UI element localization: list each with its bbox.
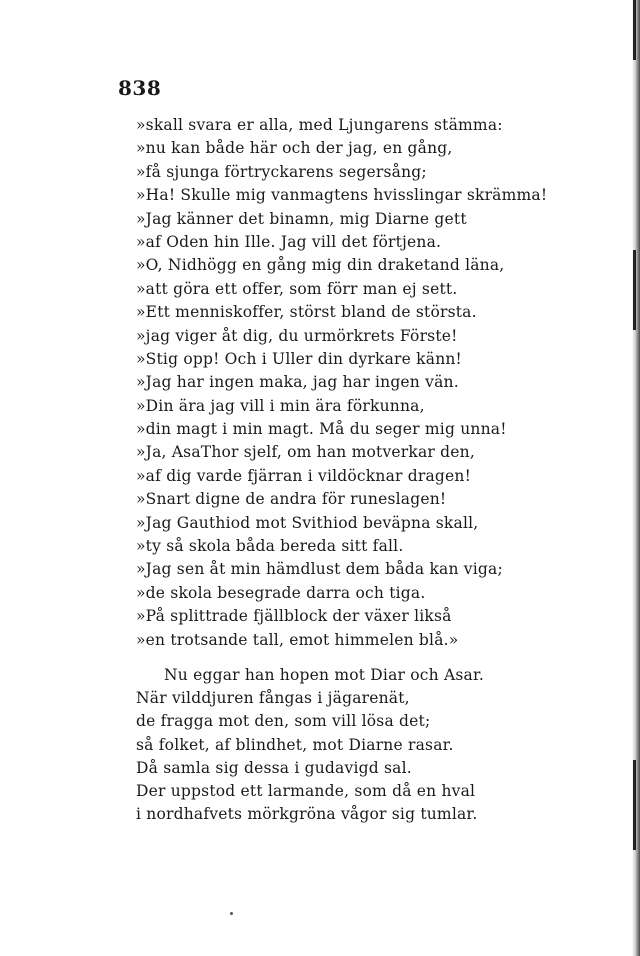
verse-line: Der uppstod ett larmande, som då en hval <box>136 781 476 800</box>
verse-line: »nu kan både här och der jag, en gång, <box>136 139 453 158</box>
verse-line: »ty så skola båda bereda sitt fall. <box>136 537 404 556</box>
edge-mark <box>633 250 636 330</box>
verse-line: »Din ära jag vill i min ära förkunna, <box>136 396 425 415</box>
stanza-2 <box>136 664 484 826</box>
stanza-1 <box>136 114 547 652</box>
verse-line: »få sjunga förtryckarens segersång; <box>136 162 427 181</box>
verse-line: så folket, af blindhet, mot Diarne rasar. <box>136 735 454 754</box>
verse-line: »att göra ett offer, som förr man ej sett. <box>136 279 458 298</box>
verse-line: »Stig opp! Och i Uller din dyrkare känn! <box>136 349 462 368</box>
verse-line: »Snart digne de andra för runeslagen! <box>136 490 447 509</box>
verse-line: Nu eggar han hopen mot Diar och Asar. <box>164 666 485 684</box>
edge-mark <box>633 760 636 850</box>
verse-line: »Jag känner det binamn, mig Diarne gett <box>136 209 467 228</box>
verse-line: »skall svara er alla, med Ljungarens stämma: <box>136 116 503 134</box>
verse-line: »O, Nidhögg en gång mig din draketand läna, <box>136 256 505 275</box>
ink-speck <box>230 912 233 915</box>
verse-line: de fragga mot den, som vill lösa det; <box>136 712 431 731</box>
page-number: 838 <box>118 76 162 100</box>
verse-line: »Ett menniskoffer, störst bland de största. <box>136 303 477 322</box>
verse-line: Då samla sig dessa i gudavigd sal. <box>136 758 412 777</box>
verse-line: »På splittrade fjällblock der växer likså <box>136 607 452 626</box>
verse-line: »af Oden hin Ille. Jag vill det förtjena. <box>136 232 442 251</box>
verse-line: »Ja, AsaThor sjelf, om han motverkar den, <box>136 443 475 462</box>
verse-line: »de skola besegrade darra och tiga. <box>136 583 426 602</box>
edge-mark <box>633 0 636 60</box>
verse-line: »en trotsande tall, emot himmelen blå.» <box>136 630 459 649</box>
verse-line: »af dig varde fjärran i vildöcknar dragen! <box>136 466 472 485</box>
verse-line: »Jag har ingen maka, jag har ingen vän. <box>136 373 459 392</box>
verse-line: i nordhafvets mörkgröna vågor sig tumlar. <box>136 805 478 824</box>
verse-line: »din magt i min magt. Må du seger mig unna! <box>136 420 507 439</box>
verse-line: »Ha! Skulle mig vanmagtens hvisslingar skrämma! <box>136 186 548 205</box>
verse-line: »Jag sen åt min hämdlust dem båda kan viga; <box>136 560 503 579</box>
page-edge-shadow <box>632 0 640 956</box>
verse-line: »Jag Gauthiod mot Svithiod beväpna skall, <box>136 513 479 532</box>
verse-line: När vilddjuren fångas i jägarenät, <box>136 689 410 708</box>
verse-line: »jag viger åt dig, du urmörkrets Förste! <box>136 326 458 345</box>
